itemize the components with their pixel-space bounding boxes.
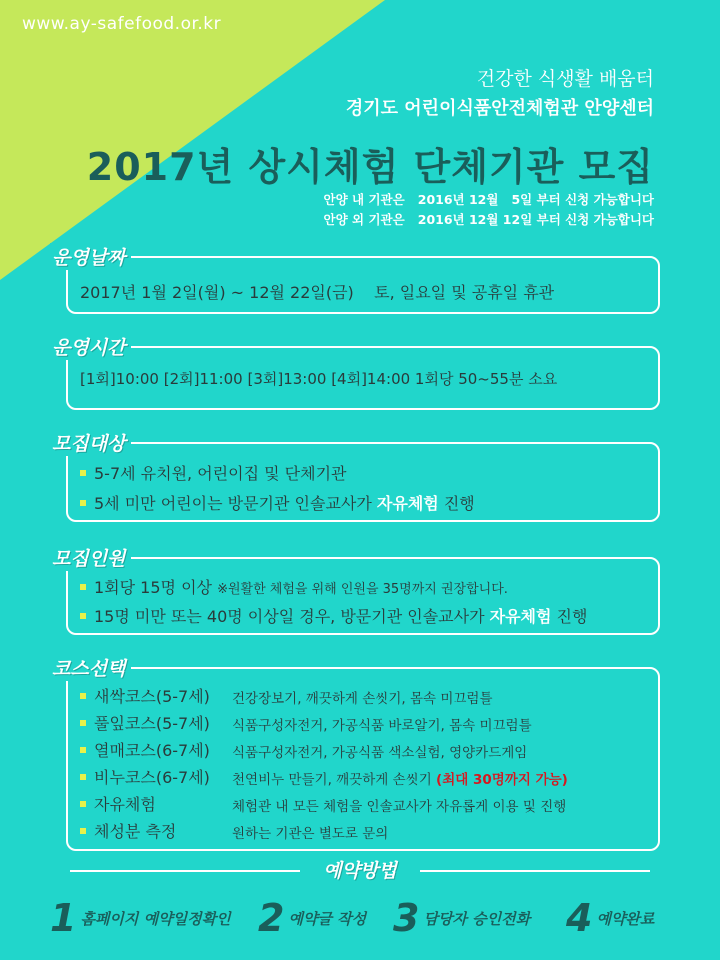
step-number: 1 — [50, 896, 77, 940]
step-text: 담당자 승인전화 — [423, 909, 531, 928]
count-line-2 — [80, 604, 587, 627]
website-url[interactable]: www.ay-safefood.or.kr — [22, 14, 222, 34]
course-name: 비누코스(6-7세) — [94, 768, 210, 787]
course-item — [80, 765, 210, 788]
course-item — [80, 684, 210, 707]
target-label: 모집대상 — [50, 429, 131, 456]
bullet-icon — [80, 774, 86, 780]
target-line-2-text: 5세 미만 어린이는 방문기관 인솔교사가 — [94, 494, 377, 513]
course-desc: 식품구성자전거, 가공식품 바로알기, 몸속 미끄럼틀 — [232, 718, 532, 734]
target-free-experience-highlight: 자유체험 — [376, 494, 439, 513]
course-desc — [232, 768, 568, 788]
bullet-icon — [80, 693, 86, 699]
step-text: 예약글 작성 — [288, 909, 367, 928]
course-name: 새싹코스(5-7세) — [94, 687, 210, 706]
bullet-icon — [80, 470, 86, 476]
count-line-1 — [80, 575, 508, 598]
course-label: 코스선택 — [50, 654, 131, 681]
step-number: 2 — [258, 896, 285, 940]
date-label: 운영날짜 — [50, 243, 131, 270]
target-line-1-text: 5-7세 유치원, 어린이집 및 단체기관 — [94, 464, 347, 483]
step-number: 4 — [566, 896, 593, 940]
reservation-label: 예약방법 — [323, 860, 397, 882]
course-item — [80, 819, 176, 842]
bullet-icon — [80, 801, 86, 807]
page-title: 2017년 상시체험 단체기관 모집 — [86, 145, 654, 189]
bullet-icon — [80, 828, 86, 834]
course-desc: 원하는 기관은 별도로 문의 — [232, 826, 389, 842]
step-number: 3 — [393, 896, 420, 940]
course-desc: 체험관 내 모든 체험을 인솔교사가 자유롭게 이용 및 진행 — [232, 799, 567, 815]
bullet-icon — [80, 747, 86, 753]
divider-right — [420, 870, 650, 872]
target-line-1 — [80, 461, 347, 484]
reservation-step-2 — [258, 896, 366, 940]
step-text: 예약완료 — [596, 909, 655, 928]
course-desc: 식품구성자전거, 가공식품 색소실험, 영양카드게임 — [232, 745, 528, 761]
bullet-icon — [80, 720, 86, 726]
course-name: 열매코스(6-7세) — [94, 741, 210, 760]
course-capacity-warning: (최대 30명까지 가능) — [436, 772, 568, 788]
count-free-experience-highlight: 자유체험 — [489, 607, 552, 626]
course-name: 체성분 측정 — [94, 822, 177, 841]
header-subtitle: 건강한 식생활 배움터 — [476, 68, 654, 90]
time-text: [1회]10:00 [2회]11:00 [3회]13:00 [4회]14:00 1회당 50~55분 소요 — [80, 370, 558, 388]
divider-left — [70, 870, 300, 872]
notice-anyang-outside: 안양 외 기관은 2016년 12월 12일 부터 신청 가능합니다 — [323, 212, 654, 227]
header-organization: 경기도 어린이식품안전체험관 안양센터 — [345, 98, 654, 119]
count-recommendation-note: ※원활한 체험을 위해 인원을 35명까지 권장합니다. — [217, 582, 508, 597]
count-line-1-text: 1회당 15명 이상 — [94, 578, 218, 597]
date-text: 2017년 1월 2일(월) ~ 12월 22일(금) 토, 일요일 및 공휴일 휴관 — [80, 283, 555, 302]
count-line-2-suffix: 진행 — [551, 607, 588, 626]
reservation-step-3 — [393, 896, 530, 940]
course-desc: 건강장보기, 깨끗하게 손씻기, 몸속 미끄럼틀 — [232, 691, 493, 707]
reservation-header — [0, 856, 720, 883]
count-line-2-text: 15명 미만 또는 40명 이상일 경우, 방문기관 인솔교사가 — [94, 607, 490, 626]
course-name: 풀잎코스(5-7세) — [94, 714, 210, 733]
bullet-icon — [80, 613, 86, 619]
reservation-step-4 — [566, 896, 654, 940]
count-label: 모집인원 — [50, 544, 131, 571]
course-desc-text: 천연비누 만들기, 깨끗하게 손씻기 — [232, 772, 437, 788]
bullet-icon — [80, 584, 86, 590]
course-item — [80, 738, 210, 761]
step-text: 홈페이지 예약일정확인 — [80, 909, 231, 928]
time-label: 운영시간 — [50, 333, 131, 360]
course-item — [80, 792, 156, 815]
target-line-2-suffix: 진행 — [438, 494, 475, 513]
course-name: 자유체험 — [94, 795, 156, 814]
course-item — [80, 711, 210, 734]
notice-anyang-inside: 안양 내 기관은 2016년 12월 5일 부터 신청 가능합니다 — [323, 192, 654, 207]
bullet-icon — [80, 500, 86, 506]
target-line-2 — [80, 491, 475, 514]
reservation-step-1 — [50, 896, 231, 940]
